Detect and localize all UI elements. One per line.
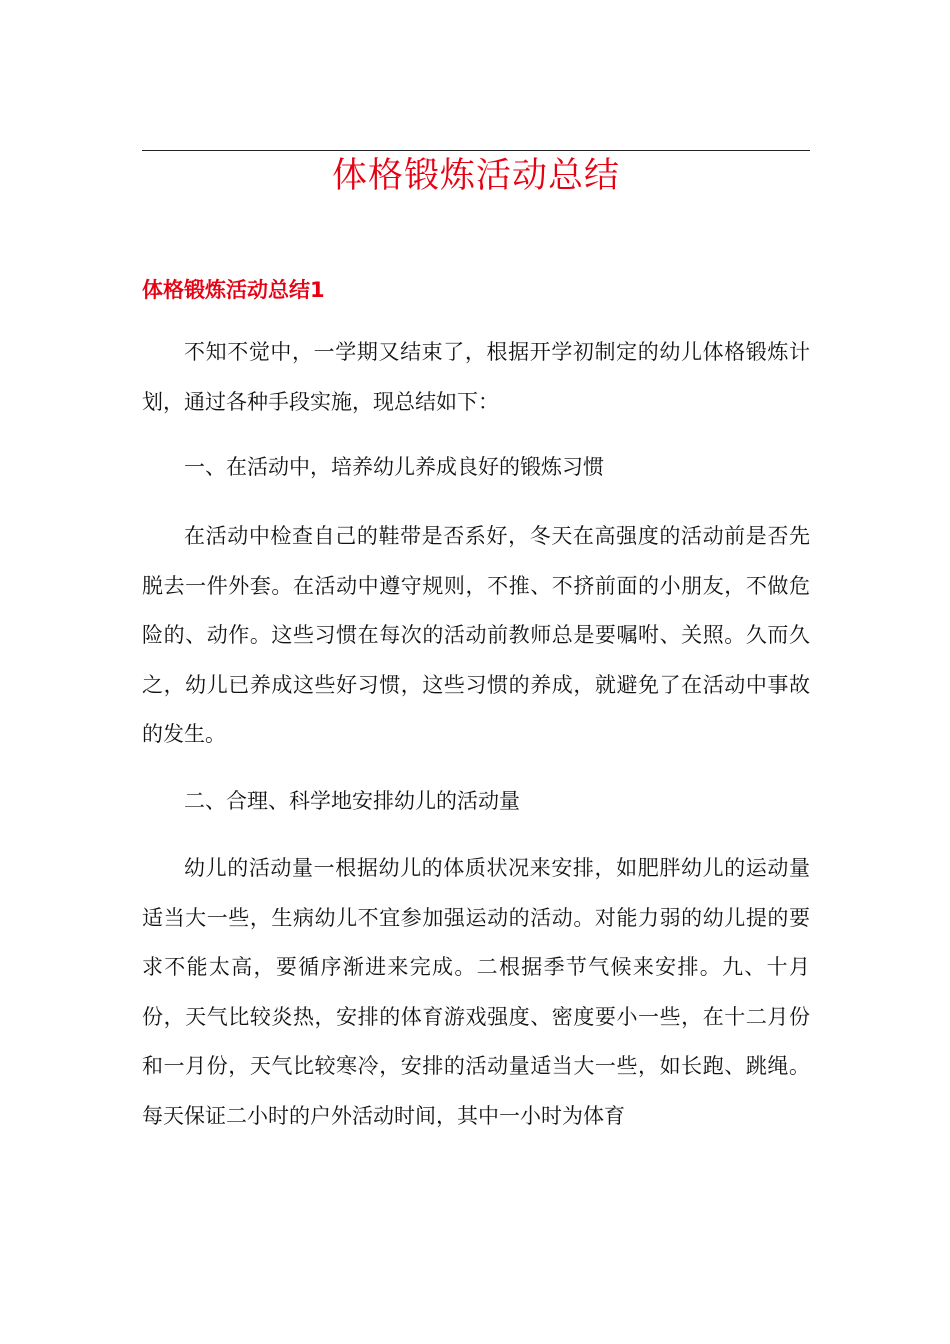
body-paragraph-2: 幼儿的活动量一根据幼儿的体质状况来安排，如肥胖幼儿的运动量适当大一些，生病幼儿不宜参加强运动的活动。对能力弱的幼儿提的要求不能太高，要循序渐进来完成。二根据季节气候来安排。九、十月份，天气比较炎热，安排的体育游戏强度、密度要小一些，在十二月份和一月份，天气比较寒冷，安排的活动量适当大一些，如长跑、跳绳。每天保证二小时的户外活动时间，其中一小时为体育 bbox=[142, 856, 810, 1128]
subheading-1: 一、在活动中，培养幼儿养成良好的锻炼习惯 bbox=[184, 455, 604, 479]
subheading-2: 二、合理、科学地安排幼儿的活动量 bbox=[184, 789, 520, 813]
document-title: 体格锻炼活动总结 bbox=[331, 156, 620, 196]
body-paragraph-1: 在活动中检查自己的鞋带是否系好，冬天在高强度的活动前是否先脱去一件外套。在活动中遵守规则，不推、不挤前面的小朋友，不做危险的、动作。这些习惯在每次的活动前教师总是要嘱咐、关照。久而久之，幼儿已养成这些好习惯，这些习惯的养成，就避免了在活动中事故的发生。 bbox=[142, 524, 810, 746]
section-heading: 体格锻炼活动总结1 bbox=[142, 278, 325, 302]
intro-paragraph: 不知不觉中，一学期又结束了，根据开学初制定的幼儿体格锻炼计划，通过各种手段实施，现总结如下： bbox=[142, 340, 810, 414]
